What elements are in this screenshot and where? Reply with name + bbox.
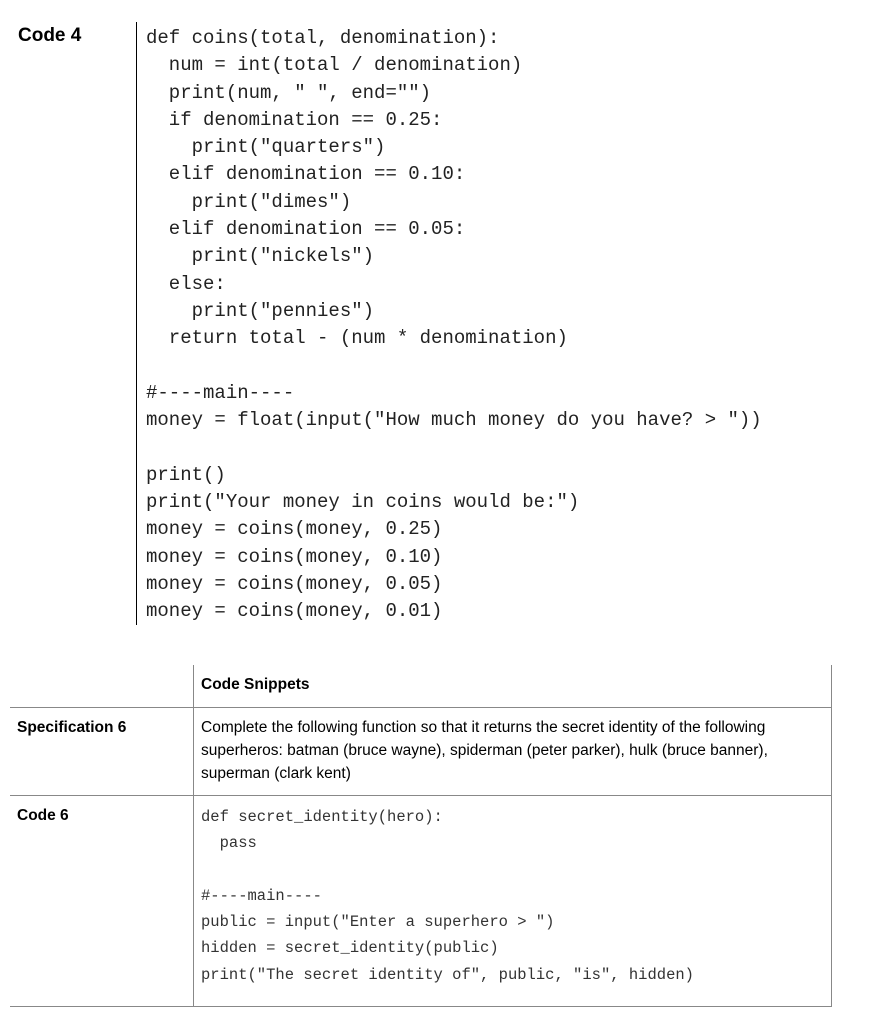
table-header-code-snippets: Code Snippets xyxy=(194,665,832,708)
code-line: elif denomination == 0.10: xyxy=(146,163,466,186)
code-line: else: xyxy=(146,272,226,295)
code-line: elif denomination == 0.05: xyxy=(146,218,466,241)
code-line: money = coins(money, 0.10) xyxy=(146,545,443,568)
code-line: #----main---- xyxy=(146,381,295,404)
spec-label: Specification 6 xyxy=(10,708,194,796)
code-line xyxy=(146,353,762,380)
code-line: money = coins(money, 0.05) xyxy=(146,572,443,595)
code-line xyxy=(201,857,824,883)
code-line: print("pennies") xyxy=(146,299,375,322)
code-line: print("dimes") xyxy=(146,190,352,213)
code-line: def coins(total, denomination): xyxy=(146,27,500,49)
code4-divider xyxy=(136,22,137,625)
table-header-empty-cell xyxy=(10,665,194,708)
spec-text: Complete the following function so that it returns the secret identity of the following superheros: batman (bruce wayne), spiderman (peter parker), hulk (bruce banner), superman (clark kent) xyxy=(194,708,832,796)
code-line: #----main---- xyxy=(201,886,322,905)
code-line: money = coins(money, 0.25) xyxy=(146,518,443,541)
code-line: print("The secret identity of", public, "is", hidden) xyxy=(201,965,694,984)
code-line: return total - (num * denomination) xyxy=(146,327,568,350)
code-line: if denomination == 0.25: xyxy=(146,108,443,131)
code6-block xyxy=(194,796,832,1007)
code-line: print("Your money in coins would be:") xyxy=(146,491,580,514)
code-line: print() xyxy=(146,463,226,486)
code-line: pass xyxy=(201,834,257,853)
code-line: money = float(input("How much money do you have? > ")) xyxy=(146,409,762,432)
code-line: public = input("Enter a superhero > ") xyxy=(201,913,555,932)
code-line xyxy=(146,434,762,461)
code4-label: Code 4 xyxy=(18,25,82,46)
code-line: money = coins(money, 0.01) xyxy=(146,600,443,623)
code-line: hidden = secret_identity(public) xyxy=(201,939,499,958)
code-snippets-table xyxy=(10,665,832,1007)
code-line: num = int(total / denomination) xyxy=(146,54,523,77)
code-line: def secret_identity(hero): xyxy=(201,808,443,826)
code4-block xyxy=(146,25,762,626)
table-row-specification xyxy=(10,708,832,796)
code-line: print("quarters") xyxy=(146,136,386,159)
code6-label: Code 6 xyxy=(10,796,194,1007)
code-line: print("nickels") xyxy=(146,245,375,268)
code-line: print(num, " ", end="") xyxy=(146,81,432,104)
table-row-code xyxy=(10,796,832,1007)
table-header-row xyxy=(10,665,832,708)
